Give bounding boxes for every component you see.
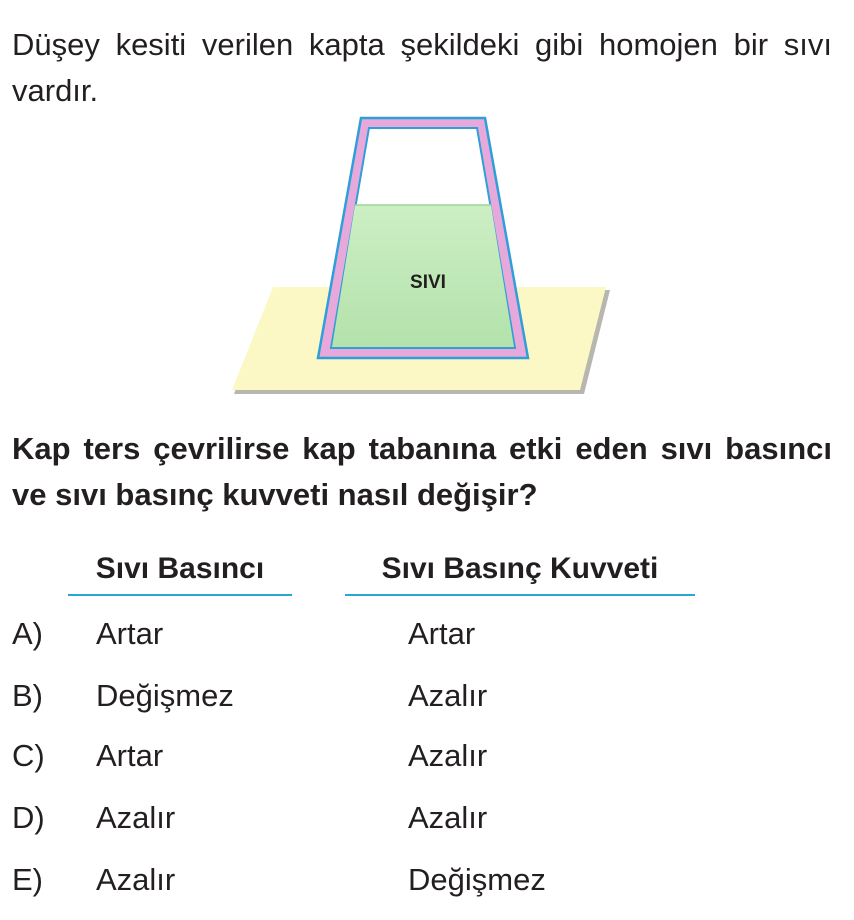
option-force: Azalır bbox=[408, 678, 488, 713]
option-force: Azalır bbox=[408, 738, 488, 773]
option-pressure: Artar bbox=[96, 738, 164, 773]
liquid-label: SIVI bbox=[410, 272, 446, 293]
option-letter: A) bbox=[12, 616, 43, 651]
option-letter: D) bbox=[12, 800, 45, 835]
column-header-liquid-pressure: Sıvı Basıncı bbox=[68, 552, 292, 596]
intro-text: Düşey kesiti verilen kapta şekildeki gibi homojen bir sıvı vardır. bbox=[12, 27, 832, 108]
option-pressure: Azalır bbox=[96, 862, 176, 897]
option-letter: B) bbox=[12, 678, 43, 713]
option-letter: C) bbox=[12, 738, 45, 773]
option-pressure: Azalır bbox=[96, 800, 176, 835]
option-pressure: Değişmez bbox=[96, 678, 234, 713]
container-figure bbox=[228, 112, 618, 402]
option-letter: E) bbox=[12, 862, 43, 897]
column-header-pressure-force: Sıvı Basınç Kuvveti bbox=[345, 552, 695, 596]
option-force: Azalır bbox=[408, 800, 488, 835]
option-force: Değişmez bbox=[408, 862, 546, 897]
option-force: Artar bbox=[408, 616, 476, 651]
option-pressure: Artar bbox=[96, 616, 164, 651]
question-text: Kap ters çevrilirse kap tabanına etki eden sıvı basıncı ve sıvı basınç kuvveti nasıl değişir? bbox=[12, 431, 832, 512]
